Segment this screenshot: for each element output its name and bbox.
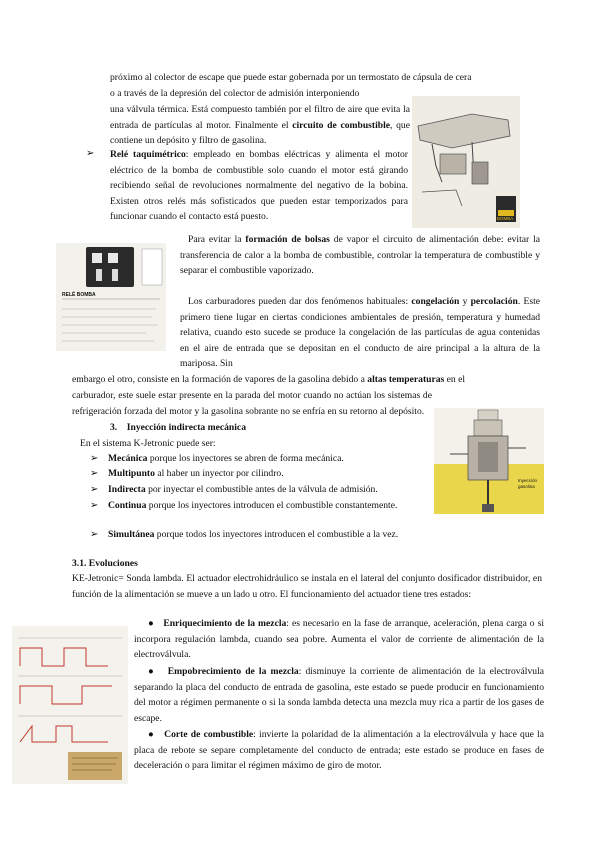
arrow-bullet-icon: ➢	[90, 500, 99, 511]
percolacion-paragraph	[72, 388, 432, 419]
section-3-1-title: 3.1. Evoluciones	[72, 558, 138, 569]
kjet-item-text: porque todos los inyectores introducen el combustible a la vez.	[154, 529, 399, 540]
dot-bullet-icon: ●	[148, 729, 165, 740]
state-corte	[134, 727, 544, 774]
state-bold: Empobrecimiento de la mezcla	[167, 666, 299, 677]
kjet-item-bold: Continua	[108, 500, 147, 511]
arrow-bullet-icon: ➢	[86, 148, 95, 159]
kjet-item-text: al haber un inyector por cilindro.	[154, 468, 284, 479]
intro-end: , que contiene un depósito y filtro de gasolina.	[110, 119, 410, 147]
carb-a: Los carburadores pueden dar dos fenómenos habituales:	[188, 296, 412, 307]
kjet-item-text: porque los inyectores se abren de forma mecánica.	[147, 453, 344, 464]
kjet-item-3	[90, 483, 430, 497]
kjet-item-bold: Mecánica	[108, 453, 148, 464]
arrow-bullet-icon: ➢	[90, 484, 99, 495]
perc-line1a: embargo el otro, consiste en la formación de vapores de la gasolina debido a	[72, 374, 368, 385]
injector-label-1: Inyección	[518, 478, 538, 483]
kjet-item-text: porque los inyectores introducen el combustible constantemente.	[146, 500, 398, 511]
kjet-item-bold: Indirecta	[108, 484, 146, 495]
section-3-number: 3.	[110, 422, 118, 433]
perc-line1b: en el	[444, 374, 466, 385]
state-bold: Corte de combustible	[164, 729, 254, 740]
section-3-heading	[110, 420, 410, 436]
percolacion-line-1	[72, 372, 544, 388]
state-enriquecimiento	[134, 616, 544, 663]
fuel-system-photo	[412, 96, 520, 228]
waveform-diagram	[12, 626, 128, 784]
dot-bullet-icon: ●	[148, 666, 168, 677]
state-text: : es necesario en la fase de arranque, aceleración, plena carga o si incorpora regulación lambda, cuando sea pobre. Aumenta el valor de corriente de alimentación de la electroválvula.	[134, 618, 544, 661]
state-bold: Enriquecimiento de la mezcla	[163, 618, 287, 629]
state-empobrecimiento	[134, 664, 544, 726]
intro-paragraph	[110, 102, 410, 149]
ke-jetronic-paragraph	[72, 571, 542, 602]
kjet-item-bold: Simultánea	[108, 529, 155, 540]
pump-label: BOMBA	[497, 216, 514, 221]
kjet-item-text: por inyectar el combustible antes de la válvula de admisión.	[145, 484, 378, 495]
ke-text: KE-Jetronic= Sonda lambda. El actuador electrohidráulico se instala en el lateral del conjunto dosificador distribuidor, en función de la alimentación se mueve a un lado u otro. El funcionamiento del actuador tiene tres estados:	[72, 573, 542, 600]
state-text: : invierte la polaridad de la alimentación a la electroválvula y hace que la placa de rebote se separe completamente del conducto de entrada; este estado se produce en fases de deceleración o para limitar el régimen máximo de giro de motor.	[134, 729, 544, 772]
intro-line2-text: o a través de la depresión del colector de admisión interponiendo	[110, 88, 360, 99]
section-3-title: Inyección indirecta mecánica	[126, 422, 246, 433]
kjet-item-1	[90, 452, 430, 466]
perc-rest: carburador, este suele estar presente en la parada del motor cuando no actúan los sistemas de refrigeración forzada del motor y la gasolina sobrante no se enfría en su retorno al depósito.	[72, 390, 432, 417]
circuito-combustible-bold: circuito de combustible	[292, 119, 391, 131]
rele-text: : empleado en bombas eléctricas y alimenta el motor eléctrico de la bomba de combustible solo cuando el motor está girando recibiendo señal de revoluciones normalmente del negativo de la bobina. Existen otros relés más sofisticados que pueden estar temporizados para funcionar cuando el contacto está puesto.	[110, 149, 408, 223]
relay-caption-title: RELÉ BOMBA	[62, 292, 96, 298]
dot-bullet-icon: ●	[148, 618, 164, 629]
carburadores-paragraph	[180, 294, 540, 372]
state-text: : disminuye la corriente de alimentación de la electroválvula separando la placa del conducto de entrada de gasolina, este estado se puede producir en funcionamiento del motor a régimen permanente o si la sonda lambda detecta una mezcla muy rica a partir de los gases de escape.	[134, 666, 544, 724]
rele-bullet	[86, 147, 408, 225]
bolsas-paragraph	[180, 232, 540, 279]
kjetronic-intro	[80, 436, 400, 452]
rele-title: Relé taquimétrico	[110, 149, 186, 160]
carb-c: . Este primero tiene lugar en ciertas condiciones ambientales de presión, temperatura y humedad relativa, cuando esto sucede se produce la congelación de las partículas de agua contenidas en el aire de entrada que se depositan en el conducto de aire principal a la altura de la mariposa. Sin	[180, 296, 540, 370]
altas-temperaturas-bold: altas temperaturas	[367, 374, 445, 385]
bolsas-a: Para evitar la	[188, 234, 246, 245]
kjet-item-2	[90, 467, 430, 481]
kjet-item-bold: Multipunto	[108, 468, 155, 479]
kjet-item-5	[90, 528, 430, 542]
bolsas-bold: formación de bolsas	[245, 234, 330, 245]
kjet-intro-text: En el sistema K-Jetronic puede ser:	[80, 438, 216, 449]
injector-photo	[434, 408, 544, 514]
congelacion-bold: congelación	[411, 296, 460, 307]
intro-line1-text: próximo al colector de escape que puede estar gobernada por un termostato de cápsula de cera	[110, 72, 472, 83]
relay-photo	[56, 243, 166, 351]
section-3-1-heading	[72, 556, 372, 572]
injector-label-2: gasolina	[518, 484, 535, 489]
percolacion-bold: percolación	[470, 296, 518, 307]
arrow-bullet-icon: ➢	[90, 453, 99, 464]
intro-line-1	[110, 70, 550, 86]
arrow-bullet-icon: ➢	[90, 468, 99, 479]
arrow-bullet-icon: ➢	[90, 529, 99, 540]
intro-rest: una válvula térmica. Está compuesto también por el filtro de aire que evita la entrada de partículas al motor. Finalmente el	[110, 104, 410, 131]
bolsas-b: de vapor el circuito de alimentación debe: evitar la transferencia de calor a la bomba de combustible, controlar la temperatura de combustible y separar el combustible vaporizado.	[180, 234, 541, 277]
kjet-item-4	[90, 499, 430, 513]
intro-line-2	[110, 86, 410, 102]
carb-b: y	[459, 296, 471, 307]
